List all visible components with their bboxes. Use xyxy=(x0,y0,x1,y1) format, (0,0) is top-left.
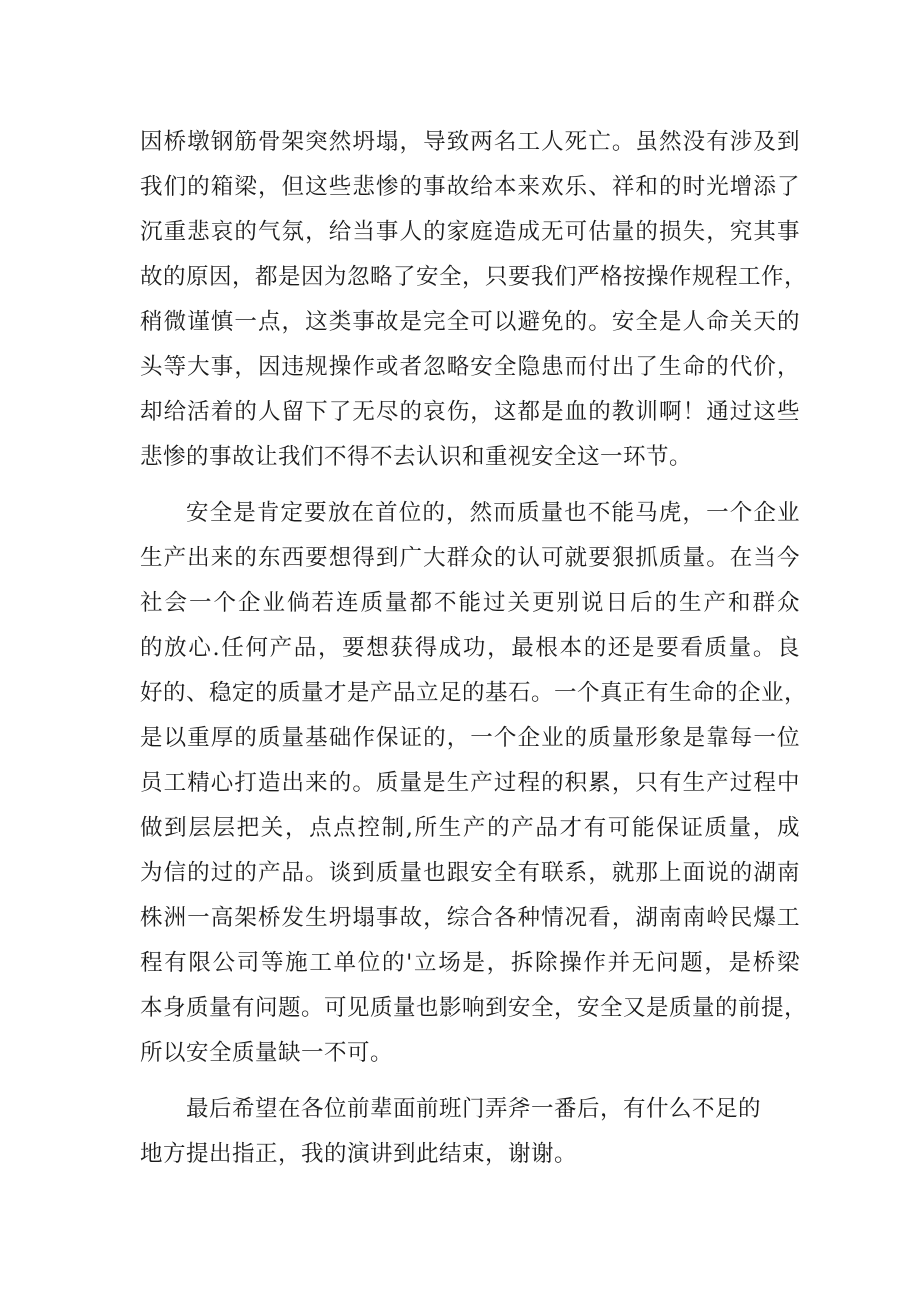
paragraph-line: 社会一个企业倘若连质量都不能过关更别说日后的生产和群众 xyxy=(140,590,800,616)
paragraph-line: 程有限公司等施工单位的'立场是，拆除操作并无问题，是桥梁 xyxy=(140,950,800,976)
paragraph-line: 做到层层把关，点点控制,所生产的产品才有可能保证质量，成 xyxy=(140,815,800,841)
paragraph-line: 安全是肯定要放在首位的，然而质量也不能马虎，一个企业 xyxy=(186,500,800,526)
paragraph-line: 悲惨的事故让我们不得不去认识和重视安全这一环节。 xyxy=(140,444,693,470)
paragraph-line: 地方提出指正，我的演讲到此结束，谢谢。 xyxy=(140,1141,578,1167)
paragraph-3 xyxy=(140,1087,800,1177)
paragraph-line: 最后希望在各位前辈面前班门弄斧一番后，有什么不足的 xyxy=(186,1096,762,1122)
paragraph-2 xyxy=(140,491,808,1076)
paragraph-line: 头等大事，因违规操作或者忽略安全隐患而付出了生命的代价， xyxy=(140,354,800,380)
paragraph-line: 故的原因，都是因为忽略了安全，只要我们严格按操作规程工作， xyxy=(140,264,808,290)
paragraph-line: 好的、稳定的质量才是产品立足的基石。一个真正有生命的企业， xyxy=(140,680,808,706)
paragraph-line: 因桥墩钢筋骨架突然坍塌，导致两名工人死亡。虽然没有涉及到 xyxy=(140,129,800,155)
paragraph-line: 我们的箱梁，但这些悲惨的事故给本来欢乐、祥和的时光增添了 xyxy=(140,174,800,200)
paragraph-line: 是以重厚的质量基础作保证的，一个企业的质量形象是靠每一位 xyxy=(140,725,800,751)
paragraph-line: 本身质量有问题。可见质量也影响到安全，安全又是质量的前提， xyxy=(140,995,808,1021)
paragraph-line: 稍微谨慎一点，这类事故是完全可以避免的。安全是人命关天的 xyxy=(140,309,800,335)
paragraph-line: 的放心.任何产品，要想获得成功，最根本的还是要看质量。良 xyxy=(140,635,800,661)
paragraph-line: 员工精心打造出来的。质量是生产过程的积累，只有生产过程中 xyxy=(140,770,800,796)
paragraph-1 xyxy=(140,120,808,480)
paragraph-line: 沉重悲哀的气氛，给当事人的家庭造成无可估量的损失，究其事 xyxy=(140,219,800,245)
paragraph-line: 生产出来的东西要想得到广大群众的认可就要狠抓质量。在当今 xyxy=(140,545,800,571)
paragraph-line: 株洲一高架桥发生坍塌事故，综合各种情况看，湖南南岭民爆工 xyxy=(140,905,800,931)
paragraph-line: 为信的过的产品。谈到质量也跟安全有联系，就那上面说的湖南 xyxy=(140,860,800,886)
paragraph-line: 却给活着的人留下了无尽的哀伤，这都是血的教训啊！通过这些 xyxy=(140,399,800,425)
paragraph-line: 所以安全质量缺一不可。 xyxy=(140,1040,394,1066)
document-body xyxy=(140,120,808,1177)
